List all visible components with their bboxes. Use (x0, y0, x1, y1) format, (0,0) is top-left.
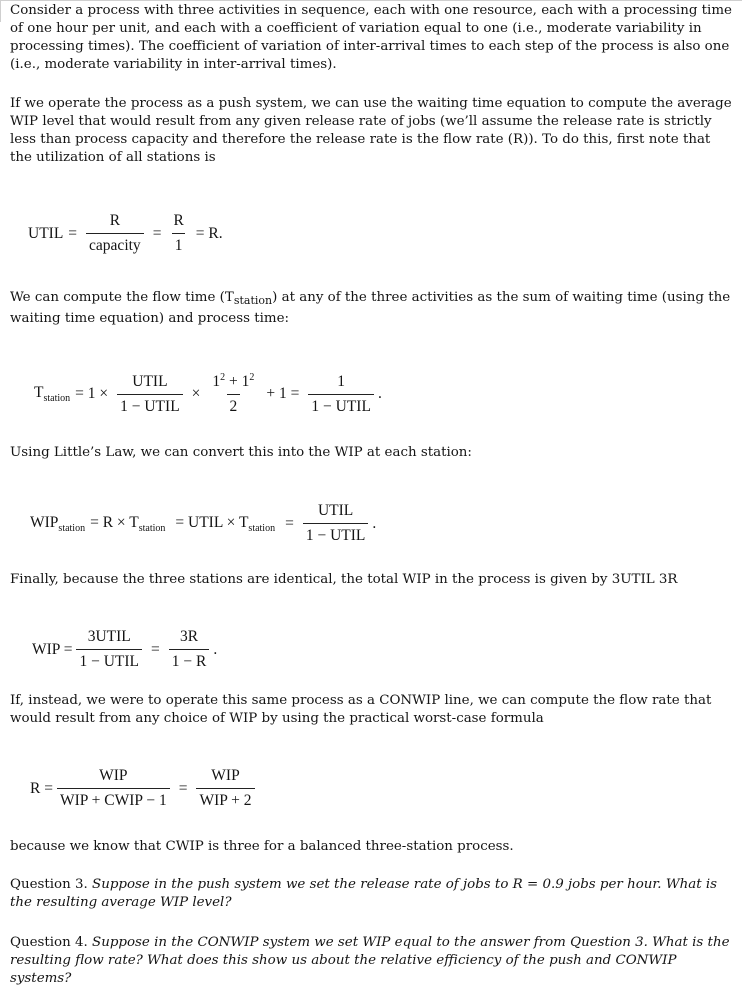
util-equation (28, 212, 228, 255)
tstation-plus: + 1 = (266, 385, 300, 402)
tstation-lhs: $T_{station}$ (34, 384, 71, 404)
wipstation-eq: = (285, 514, 294, 532)
question-4-label: Question 4. (10, 935, 88, 950)
wipstation-fraction (303, 502, 369, 545)
wip-eq: = (151, 640, 160, 658)
wipstation-equation (30, 502, 376, 545)
wip-f1-den: 1 − UTIL (76, 649, 142, 671)
flow-time-before: We can compute the flow time (T (10, 290, 234, 305)
wipstation-mid1: = $R \times T_{station}$ (90, 513, 166, 534)
wip-f2-num: 3R (180, 628, 199, 645)
littles-law-paragraph: Using Little’s Law, we can convert this into the WIP at each station: (10, 445, 472, 460)
tstation-fraction-1 (117, 373, 183, 416)
util-eq1: = (68, 224, 78, 242)
tstation-times: × (191, 385, 201, 402)
tstation-fraction-2 (209, 372, 257, 416)
tstation-f2-den: 2 (227, 394, 241, 416)
wipstation-tail: . (372, 514, 377, 532)
util-lhs: UTIL (28, 224, 64, 242)
page-border-top (0, 0, 742, 1)
flow-time-paragraph (10, 289, 732, 328)
rate-f2-num: WIP (211, 767, 240, 784)
rate-f1-num: WIP (99, 767, 128, 784)
util-fraction-1 (86, 212, 144, 255)
tstation-tail: . (377, 385, 382, 402)
wip-fraction-2 (169, 628, 210, 671)
flow-time-sub: station (233, 294, 273, 307)
total-wip-paragraph: Finally, because the three stations are identical, the total WIP in the process is given by 3UTIL 3R (10, 572, 678, 587)
page-border-left (0, 0, 1, 22)
tstation-f3-den: 1 − UTIL (308, 394, 374, 416)
conwip-paragraph: If, instead, we were to operate this same process as a CONWIP line, we can compute the flow rate that would result from any choice of WIP by using the practical worst-case formula (10, 693, 712, 726)
wipstation-lhs: $WIP_{station}$ (30, 513, 86, 534)
tstation-f1-den: 1 − UTIL (117, 394, 183, 416)
wipstation-f-num: UTIL (317, 502, 354, 519)
wip-equation (32, 628, 217, 671)
rate-lhs: R = (30, 779, 53, 797)
tstation-f2-num: $1^2 + 1^2$ (212, 372, 255, 390)
util-tail: = R. (195, 224, 223, 242)
question-4 (10, 934, 732, 988)
rate-f1-den: WIP + CWIP − 1 (57, 788, 170, 810)
push-system-paragraph: If we operate the process as a push system, we can use the waiting time equation to compute the average WIP level that would result from any given release rate of jobs (we’ll assume the release rate is strictly less than process capacity and therefore the release rate is the flow rate (R)). To do this, first note that the utilization of all stations is (10, 96, 732, 165)
wip-tail: . (213, 640, 218, 658)
util-eq2: = (152, 224, 162, 242)
wipstation-mid2: = UTIL × $T_{station}$ (175, 513, 276, 534)
util-fraction-2 (170, 212, 186, 255)
wip-fraction-1 (76, 628, 142, 671)
question-4-text: Suppose in the CONWIP system we set WIP equal to the answer from Question 3. What is the resulting flow rate? What does this show us about the relative efficiency of the push and CONWIP systems? (10, 935, 730, 986)
question-3 (10, 876, 732, 912)
tstation-fraction-3 (308, 373, 374, 416)
wip-lhs: WIP = (32, 640, 73, 658)
flow-time-after: ) at any of the three activities as the sum of waiting time (using the waiting time equation) and process time: (10, 290, 731, 326)
tstation-f3-num: 1 (337, 372, 346, 390)
tstation-f1-num: UTIL (132, 372, 168, 390)
util-f2-den: 1 (172, 233, 186, 255)
tstation-eq1: = 1 × (75, 385, 109, 402)
question-3-label: Question 3. (10, 877, 88, 892)
util-f1-num: R (109, 212, 121, 229)
util-f2-num: R (173, 212, 184, 229)
intro-paragraph: Consider a process with three activities in sequence, each with one resource, each with a processing time of one hour per unit, and each with a coefficient of variation equal to one (i.e., moderate variability in processing times). The coefficient of variation of inter-arrival times to each step of the process is also one (i.e., moderate variability in inter-arrival times). (10, 3, 732, 72)
wipstation-f-den: 1 − UTIL (303, 523, 369, 545)
rate-eq: = (178, 779, 188, 797)
rate-equation (30, 767, 259, 810)
cwip-paragraph: because we know that CWIP is three for a balanced three-station process. (10, 839, 514, 854)
rate-f2-den: WIP + 2 (196, 788, 254, 810)
wip-f2-den: 1 − R (169, 649, 210, 671)
util-f1-den: capacity (86, 233, 144, 255)
rate-fraction-2 (196, 767, 254, 810)
wip-f1-num: 3UTIL (87, 628, 131, 645)
tstation-equation (34, 372, 382, 416)
question-3-text: Suppose in the push system we set the release rate of jobs to R = 0.9 jobs per hour. What is the resulting average WIP level? (10, 877, 717, 910)
rate-fraction-1 (57, 767, 170, 810)
